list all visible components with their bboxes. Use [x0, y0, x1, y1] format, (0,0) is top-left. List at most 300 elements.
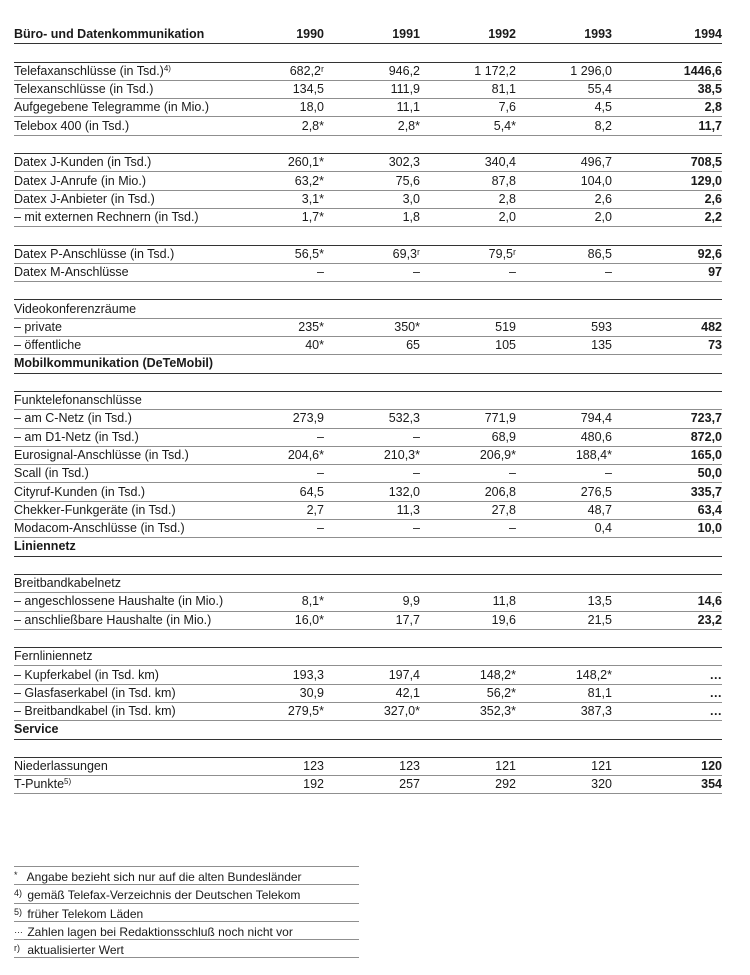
row-label: Fernliniennetz: [14, 649, 93, 664]
value-cell: [338, 391, 434, 409]
row-label-cell: [14, 337, 242, 355]
value-cell: 206,9*: [434, 446, 530, 464]
table-row: [14, 666, 722, 684]
section-heading: Mobilkommunikation (DeTeMobil): [14, 355, 722, 373]
value-cell: 260,1*: [242, 154, 338, 172]
row-label: – am D1-Netz (in Tsd.): [14, 429, 139, 444]
value-cell: 387,3: [530, 702, 626, 720]
row-label: – Breitbandkabel (in Tsd. km): [14, 704, 176, 719]
value-cell: 1,7*: [242, 208, 338, 226]
row-label-cell: [14, 263, 242, 281]
value-cell: 11,1: [338, 99, 434, 117]
value-cell: 111,9: [338, 80, 434, 98]
footnote-reference: 5): [64, 777, 72, 787]
value-cell: 148,2*: [434, 666, 530, 684]
value-cell: 7,6: [434, 99, 530, 117]
value-cell: 8,2: [530, 117, 626, 135]
spacer-cell: [242, 629, 338, 647]
row-label: Breitbandkabelnetz: [14, 576, 122, 591]
value-cell: 192: [242, 776, 338, 794]
spacer-cell: [530, 135, 626, 153]
value-cell: 27,8: [434, 501, 530, 519]
value-cell-current: [626, 300, 722, 318]
statistics-sheet: [14, 26, 722, 794]
row-label-cell: [14, 446, 242, 464]
spacer-cell: [530, 739, 626, 757]
spacer-cell: [434, 373, 530, 391]
value-cell: 18,0: [242, 99, 338, 117]
value-cell: 480,6: [530, 428, 626, 446]
value-cell-current: 23,2: [626, 611, 722, 629]
table-row: [14, 117, 722, 135]
section-title: Büro- und Datenkommunikation: [14, 26, 242, 44]
value-cell: –: [434, 520, 530, 538]
value-cell: 104,0: [530, 172, 626, 190]
value-cell: 9,9: [338, 593, 434, 611]
footnote-text: früher Telekom Läden: [27, 906, 144, 921]
value-cell-current: [626, 574, 722, 592]
table-header-row: [14, 26, 722, 44]
value-cell: 121: [530, 757, 626, 775]
value-cell: 197,4: [338, 666, 434, 684]
row-label-cell: [14, 684, 242, 702]
footnote-reference: 4): [163, 63, 171, 73]
value-cell: 3,1*: [242, 190, 338, 208]
footnotes: [14, 866, 359, 958]
spacer-row: [14, 227, 722, 245]
value-cell: 352,3*: [434, 702, 530, 720]
value-cell: 279,5*: [242, 702, 338, 720]
footnote-text: gemäß Telefax-Verzeichnis der Deutschen Telekom: [27, 888, 301, 903]
footnote-item: [14, 866, 359, 885]
spacer-cell: [338, 556, 434, 574]
value-cell: [530, 574, 626, 592]
table-row: [14, 574, 722, 592]
value-cell: 320: [530, 776, 626, 794]
value-cell: 1 172,2: [434, 62, 530, 80]
value-cell: 64,5: [242, 483, 338, 501]
table-row: [14, 154, 722, 172]
table-row: [14, 318, 722, 336]
table-row: [14, 410, 722, 428]
value-cell: 69,3ʳ: [338, 245, 434, 263]
value-cell: 13,5: [530, 593, 626, 611]
spacer-cell: [338, 282, 434, 300]
spacer-cell: [338, 135, 434, 153]
value-cell: 135: [530, 337, 626, 355]
table-row: [14, 648, 722, 666]
value-cell: 87,8: [434, 172, 530, 190]
value-cell-current: 92,6: [626, 245, 722, 263]
value-cell: –: [338, 428, 434, 446]
value-cell: 2,8*: [338, 117, 434, 135]
value-cell: 123: [242, 757, 338, 775]
value-cell: [530, 648, 626, 666]
row-label: – angeschlossene Haushalte (in Mio.): [14, 594, 224, 609]
spacer-cell: [530, 227, 626, 245]
value-cell: 81,1: [434, 80, 530, 98]
value-cell: 17,7: [338, 611, 434, 629]
row-label-cell: [14, 593, 242, 611]
table-row: [14, 776, 722, 794]
value-cell: 48,7: [530, 501, 626, 519]
table-row: [14, 245, 722, 263]
value-cell: [338, 648, 434, 666]
footnote-item: [14, 904, 359, 922]
value-cell: –: [434, 465, 530, 483]
row-label-cell: [14, 574, 242, 592]
value-cell: [530, 300, 626, 318]
row-label: Modacom-Anschlüsse (in Tsd.): [14, 521, 185, 536]
value-cell: 292: [434, 776, 530, 794]
spacer-cell: [434, 135, 530, 153]
value-cell-current: 2,6: [626, 190, 722, 208]
value-cell: 75,6: [338, 172, 434, 190]
value-cell: 134,5: [242, 80, 338, 98]
spacer-cell: [14, 629, 242, 647]
row-label-cell: [14, 99, 242, 117]
value-cell-current: …: [626, 684, 722, 702]
spacer-cell: [242, 282, 338, 300]
statistics-table: [14, 26, 722, 794]
value-cell-current: 708,5: [626, 154, 722, 172]
table-row: [14, 483, 722, 501]
row-label-cell: [14, 465, 242, 483]
row-label-cell: [14, 757, 242, 775]
value-cell: 56,5*: [242, 245, 338, 263]
value-cell-current: …: [626, 666, 722, 684]
value-cell: 206,8: [434, 483, 530, 501]
value-cell: 496,7: [530, 154, 626, 172]
row-label-cell: [14, 391, 242, 409]
section-heading-row: [14, 538, 722, 556]
value-cell: 532,3: [338, 410, 434, 428]
table-row: [14, 391, 722, 409]
value-cell: [434, 648, 530, 666]
row-label: Telebox 400 (in Tsd.): [14, 118, 130, 133]
row-label: – öffentliche: [14, 338, 82, 353]
value-cell: 81,1: [530, 684, 626, 702]
value-cell: 0,4: [530, 520, 626, 538]
year-header: 1994: [626, 26, 722, 44]
value-cell: 946,2: [338, 62, 434, 80]
value-cell-current: 120: [626, 757, 722, 775]
value-cell: [434, 391, 530, 409]
value-cell: 682,2ʳ: [242, 62, 338, 80]
value-cell-current: 872,0: [626, 428, 722, 446]
value-cell: 794,4: [530, 410, 626, 428]
value-cell: –: [338, 520, 434, 538]
value-cell: 132,0: [338, 483, 434, 501]
spacer-cell: [14, 227, 242, 245]
value-cell: 148,2*: [530, 666, 626, 684]
year-header: 1992: [434, 26, 530, 44]
value-cell: 1 296,0: [530, 62, 626, 80]
row-label-cell: [14, 190, 242, 208]
spacer-cell: [626, 629, 722, 647]
footnote-text: Angabe bezieht sich nur auf die alten Bundesländer: [26, 870, 302, 884]
row-label-cell: [14, 702, 242, 720]
row-label-cell: [14, 245, 242, 263]
row-label: Datex J-Anrufe (in Mio.): [14, 173, 146, 188]
row-label: Datex M-Anschlüsse: [14, 265, 129, 279]
footnote-item: [14, 922, 359, 940]
value-cell: 63,2*: [242, 172, 338, 190]
spacer-cell: [242, 556, 338, 574]
value-cell: 123: [338, 757, 434, 775]
row-label: – Kupferkabel (in Tsd. km): [14, 667, 159, 682]
value-cell: 3,0: [338, 190, 434, 208]
value-cell: 16,0*: [242, 611, 338, 629]
table-body: [14, 44, 722, 794]
spacer-cell: [242, 739, 338, 757]
table-row: [14, 62, 722, 80]
value-cell: 771,9: [434, 410, 530, 428]
spacer-cell: [14, 373, 242, 391]
value-cell: 340,4: [434, 154, 530, 172]
row-label: Telefaxanschlüsse (in Tsd.): [14, 63, 164, 78]
spacer-cell: [242, 227, 338, 245]
row-label: Cityruf-Kunden (in Tsd.): [14, 484, 146, 499]
spacer-cell: [530, 373, 626, 391]
spacer-cell: [626, 44, 722, 62]
spacer-row: [14, 282, 722, 300]
value-cell-current: 482: [626, 318, 722, 336]
row-label-cell: [14, 208, 242, 226]
row-label-cell: [14, 776, 242, 794]
row-label: Telexanschlüsse (in Tsd.): [14, 82, 154, 97]
value-cell: 79,5ʳ: [434, 245, 530, 263]
value-cell: 2,6: [530, 190, 626, 208]
spacer-cell: [14, 739, 242, 757]
value-cell: [242, 648, 338, 666]
value-cell: 65: [338, 337, 434, 355]
value-cell: –: [242, 520, 338, 538]
row-label: T-Punkte: [14, 777, 65, 792]
table-row: [14, 428, 722, 446]
value-cell: 276,5: [530, 483, 626, 501]
value-cell-current: 10,0: [626, 520, 722, 538]
spacer-cell: [338, 373, 434, 391]
row-label: Eurosignal-Anschlüsse (in Tsd.): [14, 447, 189, 462]
row-label-cell: [14, 648, 242, 666]
value-cell: –: [434, 263, 530, 281]
value-cell: 5,4*: [434, 117, 530, 135]
row-label: – private: [14, 319, 62, 334]
value-cell: [242, 300, 338, 318]
row-label: Funktelefonanschlüsse: [14, 393, 142, 408]
row-label: – am C-Netz (in Tsd.): [14, 411, 132, 426]
value-cell-current: 14,6: [626, 593, 722, 611]
value-cell: 2,0: [530, 208, 626, 226]
spacer-row: [14, 44, 722, 62]
row-label-cell: [14, 666, 242, 684]
spacer-cell: [14, 44, 242, 62]
value-cell: 2,0: [434, 208, 530, 226]
value-cell: 1,8: [338, 208, 434, 226]
row-label: Aufgegebene Telegramme (in Mio.): [14, 100, 210, 115]
table-row: [14, 263, 722, 281]
value-cell: 257: [338, 776, 434, 794]
value-cell: 2,8*: [242, 117, 338, 135]
value-cell: 593: [530, 318, 626, 336]
value-cell: 519: [434, 318, 530, 336]
spacer-row: [14, 739, 722, 757]
value-cell-current: 1446,6: [626, 62, 722, 80]
value-cell-current: 63,4: [626, 501, 722, 519]
value-cell: 210,3*: [338, 446, 434, 464]
row-label-cell: [14, 611, 242, 629]
value-cell: 42,1: [338, 684, 434, 702]
value-cell: 188,4*: [530, 446, 626, 464]
spacer-cell: [530, 629, 626, 647]
value-cell-current: …: [626, 702, 722, 720]
table-row: [14, 446, 722, 464]
row-label-cell: [14, 428, 242, 446]
spacer-row: [14, 373, 722, 391]
value-cell: 11,3: [338, 501, 434, 519]
value-cell: [434, 300, 530, 318]
footnote-mark: 5): [14, 906, 23, 917]
value-cell: 19,6: [434, 611, 530, 629]
spacer-cell: [242, 135, 338, 153]
row-label-cell: [14, 520, 242, 538]
table-row: [14, 611, 722, 629]
value-cell: –: [242, 263, 338, 281]
year-header: 1991: [338, 26, 434, 44]
value-cell: 30,9: [242, 684, 338, 702]
footnote-item: [14, 940, 359, 958]
row-label: Videokonferenzräume: [14, 301, 137, 316]
value-cell: [338, 300, 434, 318]
value-cell-current: 129,0: [626, 172, 722, 190]
value-cell: 2,7: [242, 501, 338, 519]
value-cell: 105: [434, 337, 530, 355]
row-label: – Glasfaserkabel (in Tsd. km): [14, 685, 176, 700]
section-heading: Liniennetz: [14, 538, 722, 556]
row-label: Datex J-Kunden (in Tsd.): [14, 155, 152, 170]
value-cell: –: [530, 263, 626, 281]
value-cell: [242, 391, 338, 409]
table-row: [14, 465, 722, 483]
spacer-cell: [626, 373, 722, 391]
spacer-cell: [626, 282, 722, 300]
table-row: [14, 520, 722, 538]
row-label-cell: [14, 318, 242, 336]
spacer-cell: [434, 44, 530, 62]
value-cell: [242, 574, 338, 592]
value-cell: –: [530, 465, 626, 483]
spacer-cell: [14, 135, 242, 153]
value-cell: [434, 574, 530, 592]
value-cell-current: [626, 648, 722, 666]
spacer-cell: [434, 282, 530, 300]
row-label: Datex P-Anschlüsse (in Tsd.): [14, 246, 175, 261]
spacer-cell: [338, 227, 434, 245]
row-label-cell: [14, 501, 242, 519]
spacer-cell: [434, 227, 530, 245]
spacer-cell: [434, 556, 530, 574]
row-label: Niederlassungen: [14, 759, 108, 774]
table-row: [14, 99, 722, 117]
spacer-cell: [530, 44, 626, 62]
footnote-item: [14, 885, 359, 903]
value-cell-current: 97: [626, 263, 722, 281]
spacer-cell: [242, 44, 338, 62]
value-cell: 56,2*: [434, 684, 530, 702]
value-cell: 121: [434, 757, 530, 775]
row-label-cell: [14, 483, 242, 501]
spacer-cell: [530, 556, 626, 574]
value-cell: 302,3: [338, 154, 434, 172]
row-label: – mit externen Rechnern (in Tsd.): [14, 210, 199, 225]
table-row: [14, 208, 722, 226]
row-label-cell: [14, 62, 242, 80]
footnote-text: aktualisierter Wert: [27, 943, 124, 958]
spacer-cell: [338, 629, 434, 647]
section-heading-row: [14, 721, 722, 739]
value-cell: 350*: [338, 318, 434, 336]
table-row: [14, 80, 722, 98]
year-header: 1993: [530, 26, 626, 44]
spacer-cell: [434, 739, 530, 757]
value-cell-current: [626, 391, 722, 409]
value-cell-current: 335,7: [626, 483, 722, 501]
spacer-cell: [626, 739, 722, 757]
value-cell: 55,4: [530, 80, 626, 98]
value-cell: [530, 391, 626, 409]
table-row: [14, 190, 722, 208]
spacer-cell: [626, 556, 722, 574]
value-cell-current: 354: [626, 776, 722, 794]
year-header: 1990: [242, 26, 338, 44]
section-heading-row: [14, 355, 722, 373]
table-row: [14, 501, 722, 519]
spacer-cell: [14, 282, 242, 300]
value-cell: 21,5: [530, 611, 626, 629]
value-cell: 273,9: [242, 410, 338, 428]
value-cell-current: 11,7: [626, 117, 722, 135]
value-cell-current: 165,0: [626, 446, 722, 464]
table-row: [14, 702, 722, 720]
spacer-cell: [530, 282, 626, 300]
value-cell: –: [338, 465, 434, 483]
value-cell: 193,3: [242, 666, 338, 684]
row-label-cell: [14, 154, 242, 172]
spacer-cell: [338, 739, 434, 757]
value-cell: 204,6*: [242, 446, 338, 464]
value-cell-current: 723,7: [626, 410, 722, 428]
value-cell: –: [338, 263, 434, 281]
footnote-mark: *: [14, 870, 18, 880]
value-cell: 327,0*: [338, 702, 434, 720]
footnote-mark: 4): [14, 888, 23, 899]
value-cell-current: 50,0: [626, 465, 722, 483]
value-cell-current: 38,5: [626, 80, 722, 98]
table-row: [14, 172, 722, 190]
value-cell: –: [242, 428, 338, 446]
spacer-cell: [434, 629, 530, 647]
table-row: [14, 593, 722, 611]
table-row: [14, 337, 722, 355]
row-label-cell: [14, 410, 242, 428]
value-cell: 86,5: [530, 245, 626, 263]
value-cell: 11,8: [434, 593, 530, 611]
footnote-mark: …: [14, 924, 23, 935]
value-cell: 68,9: [434, 428, 530, 446]
value-cell: 2,8: [434, 190, 530, 208]
row-label-cell: [14, 300, 242, 318]
